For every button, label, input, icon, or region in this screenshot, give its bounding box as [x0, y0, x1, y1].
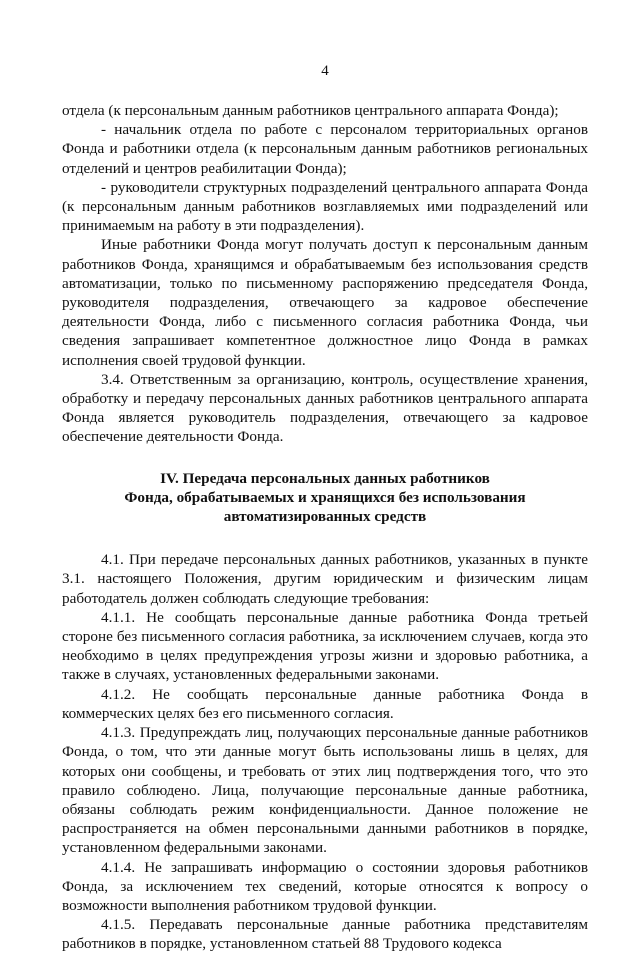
paragraph-4-1-1: 4.1.1. Не сообщать персональные данные работника Фонда третьей стороне без письменного согласия работника, за исключением случаев, когда это необходимо в целях предупреждения угрозы жизни и здоровью работника, а также в случаях, установленных федеральными законами.: [62, 608, 588, 684]
paragraph-other-employees-access: Иные работники Фонда могут получать доступ к персональным данным работников Фонда, хранящимся и обрабатываемым без использования средств автоматизации, только по письменному распоряжению председателя Фонда, руководителя подразделения, отвечающего за кадровое обеспечение деятельности Фонда, либо с письменного согласия работника Фонда, чьи сведения запрашивает компетентное должностное лицо Фонда в рамках исполнения своей трудовой функции.: [62, 236, 588, 369]
section-heading: [62, 469, 588, 527]
section-heading-line-1: IV. Передача персональных данных работников: [160, 469, 490, 487]
section-heading-line-3: автоматизированных средств: [223, 508, 427, 526]
paragraph-3-4: 3.4. Ответственным за организацию, контроль, осуществление хранения, обработку и передачу персональных данных работников центрального аппарата Фонда является руководитель подразделения, отвечающего за кадровое обеспечение деятельности Фонда.: [62, 370, 588, 446]
paragraph-4-1: 4.1. При передаче персональных данных работников, указанных в пункте 3.1. настоящего Положения, другим юридическим и физическим лицам работодатель должен соблюдать следующие требования:: [62, 551, 588, 607]
paragraph-4-1-2: 4.1.2. Не сообщать персональные данные работника Фонда в коммерческих целях без его письменного согласия.: [62, 685, 588, 722]
paragraph-list-item-division-heads: - руководители структурных подразделений центрального аппарата Фонда (к персональным данным работников возглавляемых ими подразделений или принимаемым на работу в эти подразделения).: [62, 178, 588, 235]
page-number: 4: [321, 63, 329, 79]
paragraph-4-1-5: 4.1.5. Передавать персональные данные работника представителям работников в порядке, установленном статьей 88 Трудового кодекса: [62, 916, 588, 953]
paragraph-4-1-3: 4.1.3. Предупреждать лиц, получающих персональные данные работников Фонда, о том, что эти данные могут быть использованы лишь в целях, для которых они сообщены, и требовать от этих лиц подтверждения того, что это правило соблюдено. Лица, получающие персональные данные работника, обязаны соблюдать режим конфиденциальности. Данное положение не распространяется на обмен персональными данными работников в порядке, установленном федеральными законами.: [62, 724, 588, 857]
section-heading-line-2: Фонда, обрабатываемых и хранящихся без использования: [124, 488, 526, 506]
paragraph-continuation: отдела (к персональным данным работников центрального аппарата Фонда);: [62, 102, 559, 119]
paragraph-4-1-4: 4.1.4. Не запрашивать информацию о состоянии здоровья работников Фонда, за исключением тех сведений, которые относятся к вопросу о возможности выполнения работником трудовой функции.: [62, 858, 588, 914]
paragraph-list-item-personnel-head: - начальник отдела по работе с персоналом территориальных органов Фонда и работники отдела (к персональным данным работников региональных отделений и центров реабилитации Фонда);: [62, 121, 588, 177]
